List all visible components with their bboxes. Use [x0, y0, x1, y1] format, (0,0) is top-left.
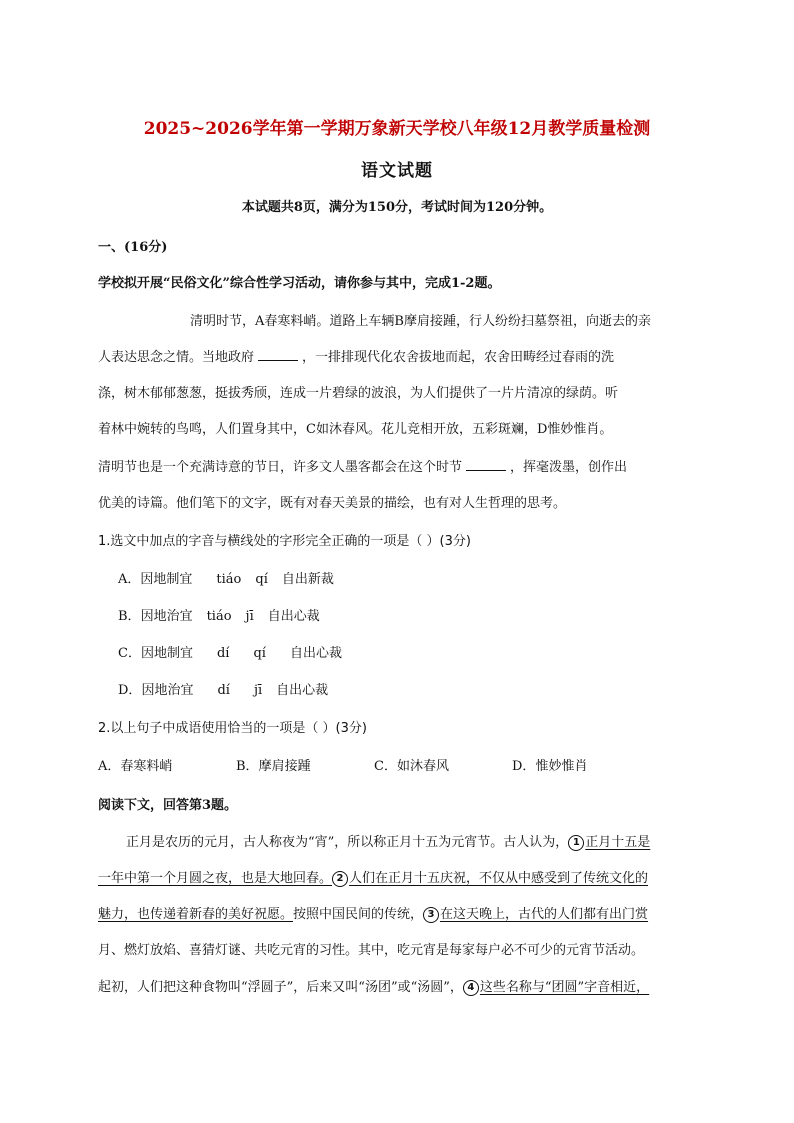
- section-intro: 学校拟开展“民俗文化”综合性学习活动，请你参与其中，完成1-2题。: [98, 276, 501, 291]
- option-part-c: qí: [253, 646, 266, 661]
- option-part-a: 因地治宜: [140, 609, 193, 624]
- option-part-b: dí: [217, 683, 230, 698]
- option-label: A．: [118, 572, 141, 587]
- option-part-b: tiáo: [216, 572, 242, 587]
- option-part-a: 因地制宜: [140, 646, 193, 661]
- option-part-a: 因地治宜: [141, 683, 194, 698]
- passage-line-2: [98, 346, 614, 365]
- passage-line-2b: ，一排排现代化农舍拔地而起，农舍田畴经过春雨的洗: [302, 350, 615, 365]
- option-label: C．: [374, 759, 397, 774]
- question-2-stem: 2.以上句子中成语使用恰当的一项是（ ）(3分): [98, 721, 367, 736]
- reading-line-1: [126, 831, 650, 851]
- circled-number-1: 1: [568, 835, 584, 851]
- option-part-c: jī: [245, 609, 254, 624]
- passage-line-5: [98, 456, 627, 475]
- question-1-stem: 1.选文中加点的字音与横线处的字形完全正确的一项是（ ）(3分): [98, 534, 471, 549]
- passage-line-6: 优美的诗篇。他们笔下的文字，既有对春天美景的描绘，也有对人生哲理的思考。: [98, 496, 567, 511]
- underlined-sentence-1-cont: 一年中第一个月圆之夜，也是大地回春。: [98, 871, 333, 886]
- question-2-option-c: [374, 755, 449, 774]
- question-1-option-a: [118, 568, 334, 587]
- passage-line-5a: 清明节也是一个充满诗意的节日，许多文人墨客都会在这个时节: [98, 460, 463, 475]
- circled-number-4: 4: [463, 980, 479, 996]
- exam-subtitle: 语文试题: [361, 161, 433, 181]
- option-text: 惟妙惟肖: [535, 759, 588, 774]
- circled-number-3: 3: [423, 907, 439, 923]
- passage-line-5b: ，挥毫泼墨，创作出: [510, 460, 628, 475]
- passage-line-1: 清明时节，A春寒料峭。道路上车辆B摩肩接踵，行人纷纷扫墓祭祖，向逝去的亲: [190, 314, 651, 329]
- option-label: A．: [98, 759, 121, 774]
- underlined-sentence-2: 人们在正月十五庆祝，不仅从中感受到了传统文化的: [349, 871, 649, 886]
- blank-2: [466, 458, 506, 471]
- underlined-sentence-3: 在这天晚上，古代的人们都有出门赏: [440, 907, 649, 922]
- option-label: C．: [118, 646, 141, 661]
- option-label: D．: [118, 683, 142, 698]
- option-label: B．: [118, 609, 141, 624]
- underlined-sentence-4: 这些名称与“团圆”字音相近，: [479, 980, 650, 995]
- exam-info: 本试题共8页，满分为150分，考试时间为120分钟。: [241, 200, 553, 215]
- reading-line-5: [98, 976, 649, 996]
- reading-text: 正月是农历的元月，古人称夜为“宵”，所以称正月十五为元宵节。古人认为，: [126, 835, 569, 850]
- circled-number-2: 2: [332, 871, 348, 887]
- blank-1: [258, 348, 298, 361]
- option-part-b: tiáo: [206, 609, 232, 624]
- section-heading: 一、(16分): [98, 240, 168, 255]
- reading-intro: 阅读下文，回答第3题。: [98, 798, 238, 813]
- question-2-option-b: [236, 755, 311, 774]
- option-part-c: jī: [253, 683, 263, 698]
- question-2-option-d: [512, 755, 587, 774]
- option-text: 春寒料峭: [120, 759, 173, 774]
- reading-text: 按照中国民间的传统，: [293, 907, 424, 922]
- option-part-d: 自出新裁: [281, 572, 334, 587]
- option-part-d: 自出心裁: [289, 646, 342, 661]
- passage-line-3: 涤，树木郁郁葱葱，挺拔秀颀，连成一片碧绿的波浪，为人们提供了一片片清凉的绿荫。听: [98, 386, 619, 401]
- question-1-option-d: [118, 679, 328, 698]
- option-part-c: qí: [255, 572, 268, 587]
- underlined-sentence-2-cont: 魅力，也传递着新春的美好祝愿。: [98, 907, 294, 922]
- underlined-sentence-1: 正月十五是: [585, 835, 651, 850]
- question-1-option-b: [118, 605, 320, 624]
- option-part-a: 因地制宜: [140, 572, 193, 587]
- reading-line-3: [98, 903, 648, 923]
- reading-line-2: [98, 867, 648, 887]
- exam-title: 2025~2026学年第一学期万象新天学校八年级12月教学质量检测: [143, 119, 651, 139]
- option-text: 摩肩接踵: [258, 759, 311, 774]
- reading-line-4: 月、燃灯放焰、喜猜灯谜、共吃元宵的习性。其中，吃元宵是每家每户必不可少的元宵节活动。: [98, 943, 645, 958]
- question-1-option-c: [118, 642, 342, 661]
- option-label: B．: [236, 759, 259, 774]
- passage-line-2a: 人表达思念之情。当地政府: [98, 350, 255, 365]
- option-part-b: dí: [216, 646, 230, 661]
- question-2-option-a: [98, 755, 172, 774]
- option-part-d: 自出心裁: [267, 609, 320, 624]
- option-part-d: 自出心裁: [276, 683, 329, 698]
- reading-text: 起初，人们把这种食物叫“浮圆子”，后来又叫“汤团”或“汤圆”，: [98, 980, 463, 995]
- option-text: 如沐春风: [396, 759, 449, 774]
- option-label: D．: [512, 759, 536, 774]
- passage-line-4: 着林中婉转的鸟鸣，人们置身其中，C如沐春风。花儿竞相开放，五彩斑斓，D惟妙惟肖。: [98, 422, 613, 437]
